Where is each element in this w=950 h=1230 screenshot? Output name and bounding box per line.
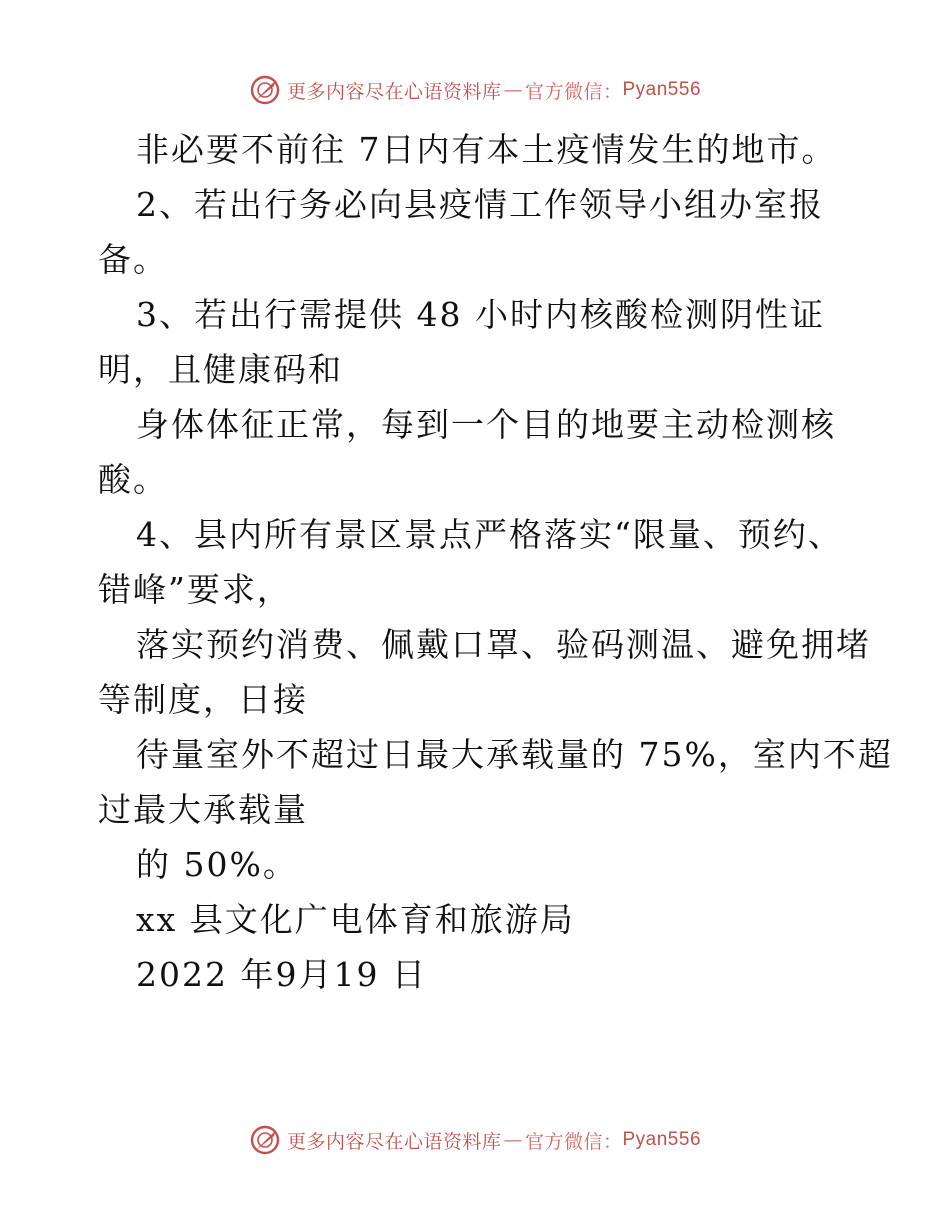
doc-line: 酸。 <box>98 460 168 499</box>
doc-line: 4、县内所有景区景点严格落实“限量、预约、 <box>136 515 843 554</box>
banner-separator: — <box>503 79 523 101</box>
signature-date: 2022 年9月19 日 <box>136 955 427 994</box>
banner-text: 更多内容尽在心语资料库 <box>286 80 502 103</box>
banner-text: 更多内容尽在心语资料库 <box>286 1130 502 1153</box>
doc-line: 过最大承载量 <box>98 790 308 829</box>
doc-line: 备。 <box>98 240 168 279</box>
doc-line: 身体体征正常，每到一个目的地要主动检测核 <box>136 405 836 444</box>
doc-line: 3、若出行需提供 48 小时内核酸检测阴性证 <box>136 295 825 334</box>
doc-line: 错峰”要求， <box>98 570 292 609</box>
banner-wechat-label: 官方微信： <box>524 80 623 103</box>
header-banner <box>0 70 950 110</box>
banner-wechat-label: 官方微信： <box>524 1130 623 1153</box>
doc-line: 明，且健康码和 <box>98 350 343 389</box>
logo-icon <box>249 1124 281 1156</box>
banner-account: Pyan556 <box>622 1129 702 1150</box>
doc-line: 待量室外不超过日最大承载量的 75%，室内不超 <box>136 735 893 774</box>
document-body <box>98 122 893 1002</box>
logo-icon <box>249 74 281 106</box>
banner-account: Pyan556 <box>622 79 702 100</box>
doc-line: 2、若出行务必向县疫情工作领导小组办室报 <box>136 185 824 224</box>
footer-banner <box>0 1120 950 1160</box>
doc-line: 非必要不前往 7日内有本土疫情发生的地市。 <box>136 130 837 169</box>
doc-line: 落实预约消费、佩戴口罩、验码测温、避免拥堵 <box>136 625 871 664</box>
banner-separator: — <box>503 1129 523 1151</box>
doc-line: 的 50%。 <box>136 845 298 884</box>
signature-organization: xx 县文化广电体育和旅游局 <box>136 900 575 939</box>
doc-line: 等制度，日接 <box>98 680 308 719</box>
